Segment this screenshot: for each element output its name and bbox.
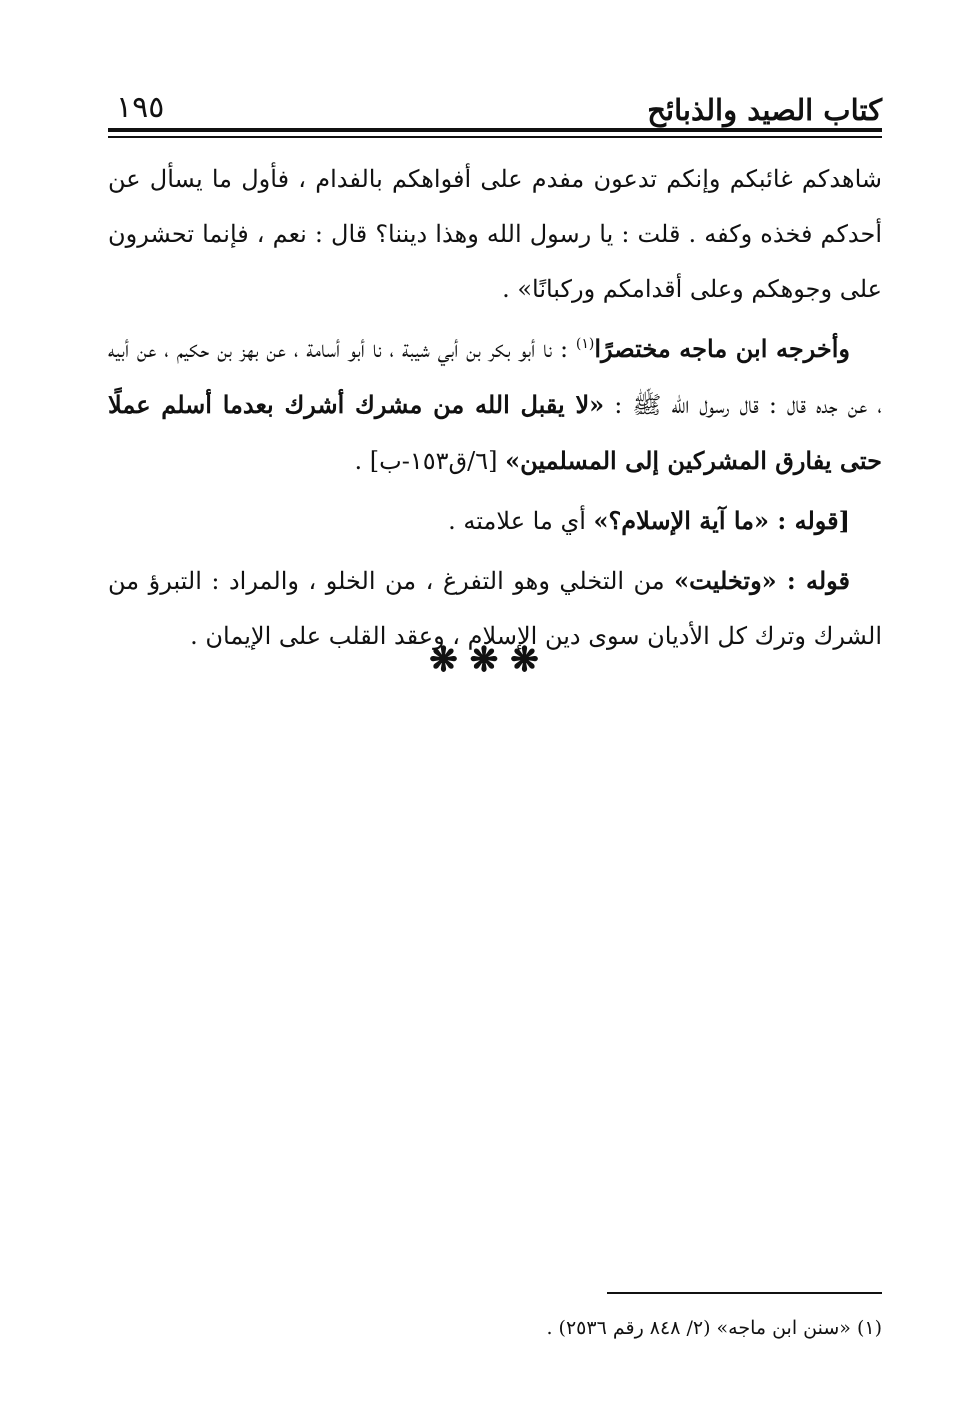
paragraph-2-reference: [٦/ق١٥٣-ب] . (354, 447, 506, 475)
paragraph-1: شاهدكم غائبكم وإنكم تدعون مفدم على أفواهكم بالفدام ، فأول ما يسأل عن أحدكم فخذه وكفه . قلت : يا رسول الله وهذا ديننا؟ قال : نعم ، فإنما تحشرون على وجوهكم وعلى أقدامكم وركبانًا» . (108, 165, 882, 303)
footnote-rule (607, 1292, 882, 1294)
paragraph-3 (108, 493, 882, 549)
paragraph-4-gloss: من التخلي وهو التفرغ ، من الخلو ، والمراد : التبرؤ من الشرك وترك كل الأديان سوى دين الإسلام ، وعقد القلب على الإيمان . (108, 567, 882, 650)
paragraph-2-hadith: «لا يقبل الله من مشرك أشرك بعدما أسلم عملًا حتى يفارق المشركين إلى المسلمين» (108, 390, 882, 475)
paragraph-2-lead: وأخرجه ابن ماجه مختصرًا (594, 334, 851, 363)
paragraph-2-chain: : نا أبو بكر بن أبي شيبة ، نا أبو أسامة ، عن بهز بن حكيم ، عن أبيه ، عن جده قال : قال رسول الله ﷺ : (108, 335, 882, 419)
paragraph-3-lemma: [قوله : «ما آية الإسلام؟» (593, 506, 850, 535)
page-number: ١٩٥ (116, 90, 165, 125)
running-title: كتاب الصيد والذبائح (647, 93, 882, 127)
main-text (108, 152, 882, 668)
paragraph-3-gloss: أي ما علامته . (448, 507, 594, 535)
paragraph-4-lemma: قوله : «وتخليت» (674, 566, 851, 595)
header-rule-thick (108, 128, 882, 132)
footnote-marker: (١) (575, 336, 595, 352)
paragraph-2 (108, 321, 882, 489)
section-ornament: ❋❋❋ (429, 640, 551, 680)
header-rule-thin (108, 136, 882, 138)
footnote: (١) «سنن ابن ماجه» (٢/ ٨٤٨ رقم ٢٥٣٦) . (546, 1317, 882, 1339)
